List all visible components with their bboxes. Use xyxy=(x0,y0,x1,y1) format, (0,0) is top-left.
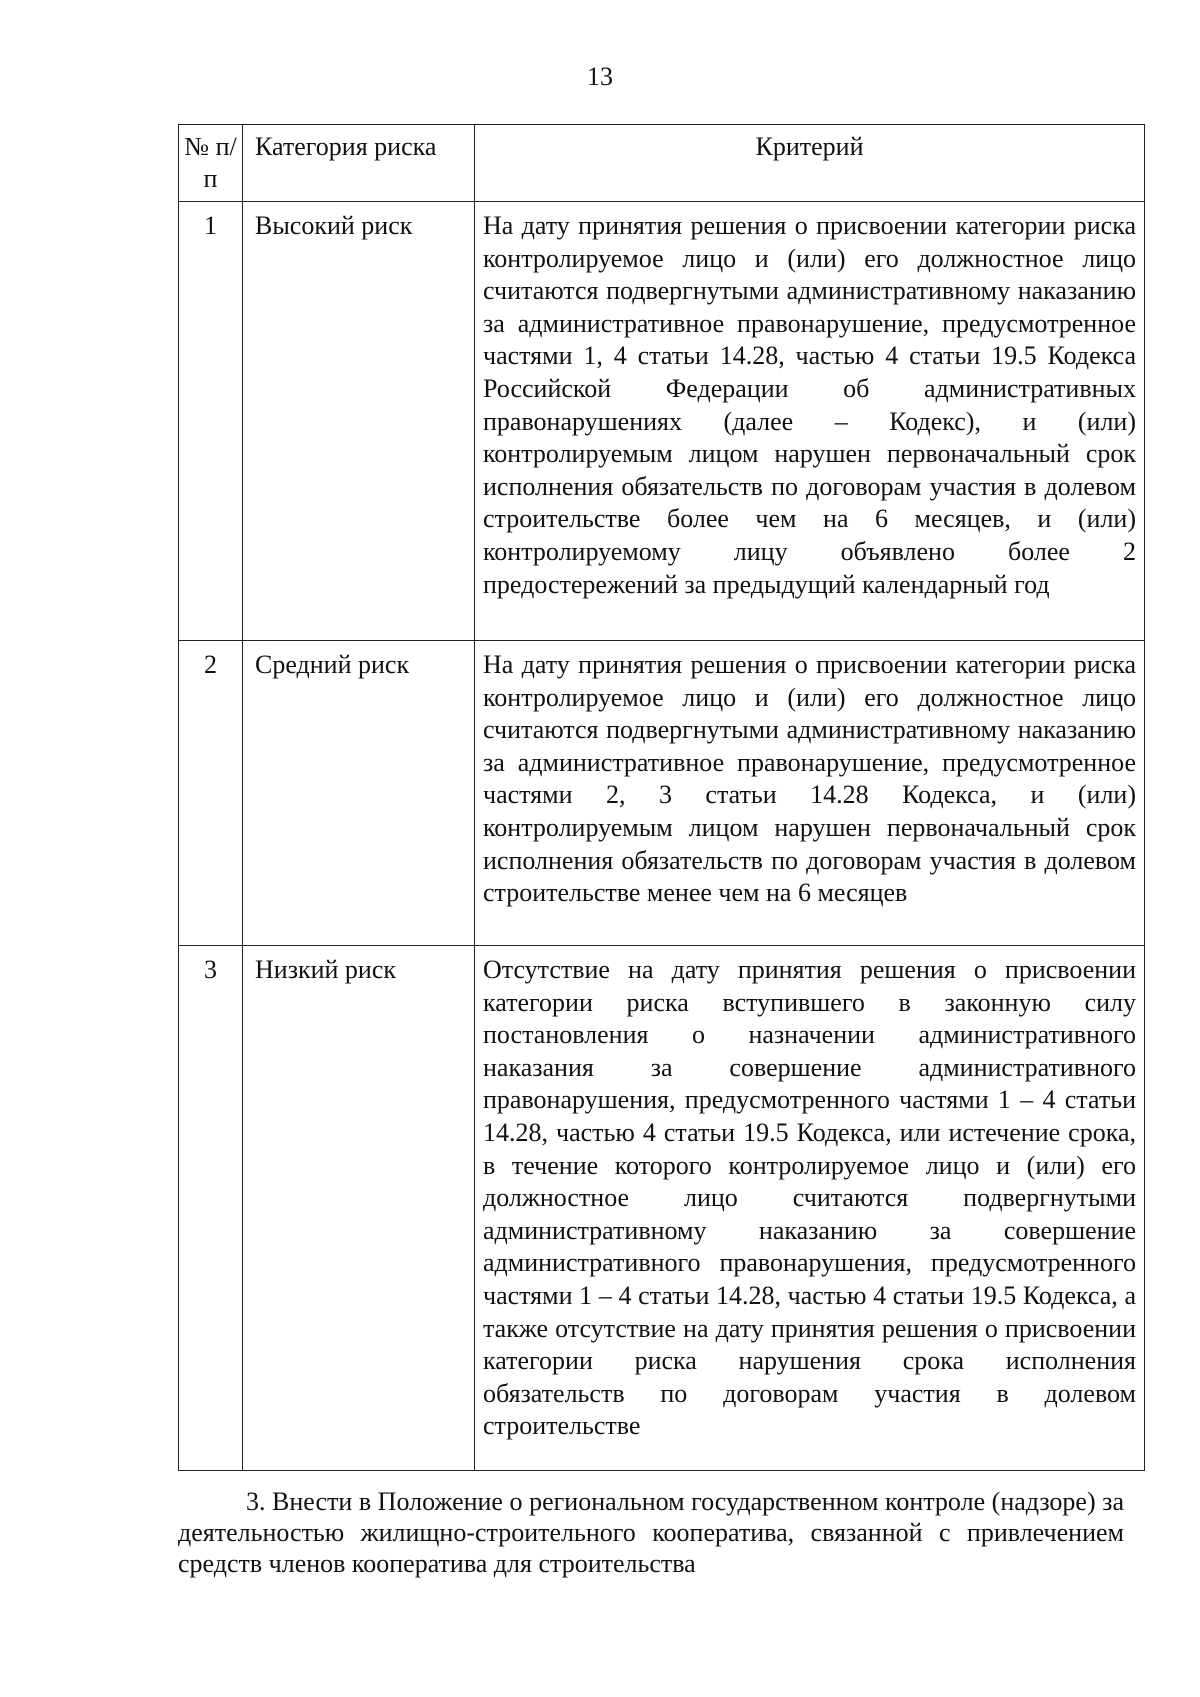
row-category: Высокий риск xyxy=(243,202,475,641)
row-criterion: На дату принятия решения о присвоении категории риска контролируемое лицо и (или) его должностное лицо считаются подвергнутыми административному наказанию за административное правонарушение, предусмотренное частями 1, 4 статьи 14.28, частью 4 статьи 19.5 Кодекса Российской Федерации об административных правонарушениях (далее – Кодекс), и (или) контролируемым лицом нарушен первоначальный срок исполнения обязательств по договорам участия в долевом строительстве более чем на 6 месяцев, и (или) контролируемому лицу объявлено более 2 предостережений за предыдущий календарный год xyxy=(475,202,1145,641)
table-row xyxy=(179,202,1145,641)
body-paragraph: 3. Внести в Положение о региональном государственном контроле (надзоре) за деятельностью жилищно-строительного кооператива, связанной с привлечением средств членов кооператива для строительства xyxy=(178,1487,1124,1578)
table-header-row xyxy=(179,125,1145,202)
row-number: 2 xyxy=(179,641,243,946)
row-category: Средний риск xyxy=(243,641,475,946)
row-criterion: Отсутствие на дату принятия решения о присвоении категории риска вступившего в законную силу постановления о назначении административного наказания за совершение административного правонарушения, предусмотренного частями 1 – 4 статьи 14.28, частью 4 статьи 19.5 Кодекса, или истечение срока, в течение которого контролируемое лицо и (или) его должностное лицо считаются подвергнутыми административному наказанию за совершение административного правонарушения, предусмотренного частями 1 – 4 статьи 14.28, частью 4 статьи 19.5 Кодекса, а также отсутствие на дату принятия решения о присвоении категории риска нарушения срока исполнения обязательств по договорам участия в долевом строительстве xyxy=(475,946,1145,1471)
header-criterion: Критерий xyxy=(475,125,1145,202)
row-category: Низкий риск xyxy=(243,946,475,1471)
risk-category-table xyxy=(178,124,1145,1471)
row-number: 1 xyxy=(179,202,243,641)
header-category: Категория риска xyxy=(243,125,475,202)
table-row xyxy=(179,641,1145,946)
table-row xyxy=(179,946,1145,1471)
page-number: 13 xyxy=(587,62,613,91)
header-number: № п/п xyxy=(179,125,243,202)
row-number: 3 xyxy=(179,946,243,1471)
row-criterion: На дату принятия решения о присвоении категории риска контролируемое лицо и (или) его должностное лицо считаются подвергнутыми административному наказанию за административное правонарушение, предусмотренное частями 2, 3 статьи 14.28 Кодекса, и (или) контролируемым лицом нарушен первоначальный срок исполнения обязательств по договорам участия в долевом строительстве менее чем на 6 месяцев xyxy=(475,641,1145,946)
